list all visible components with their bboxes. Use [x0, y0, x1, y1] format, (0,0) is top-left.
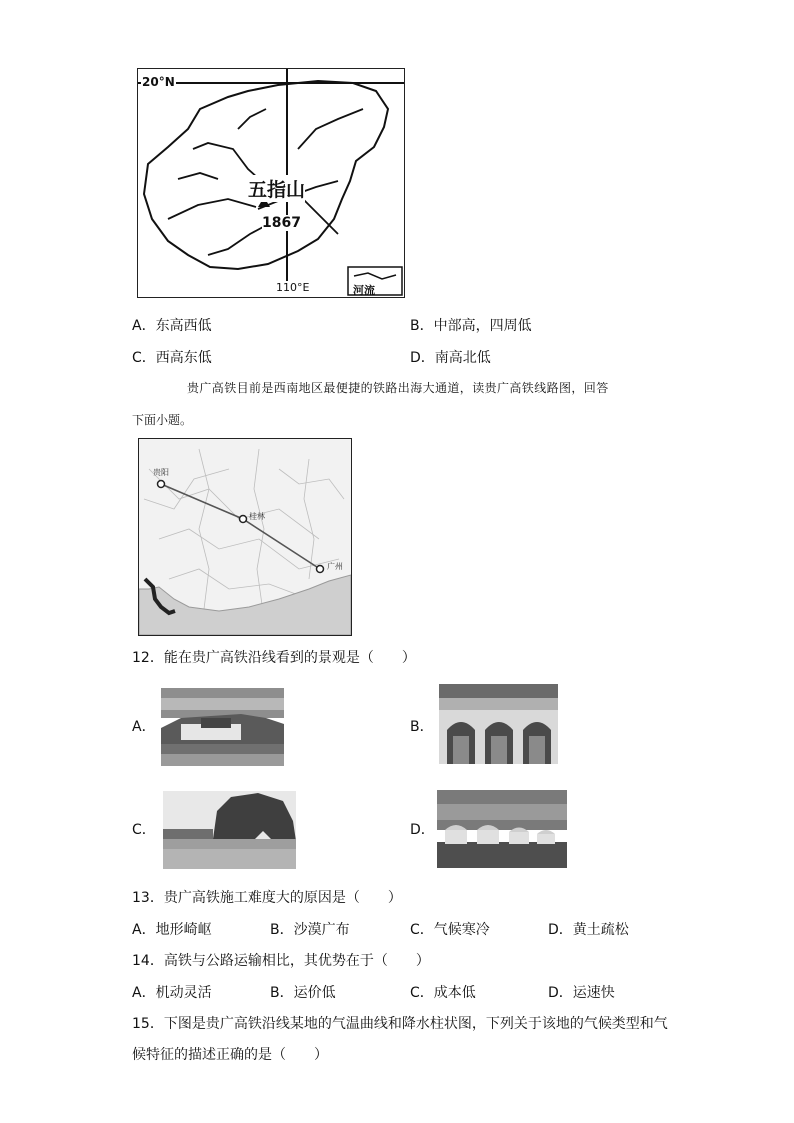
longitude-label: 110°E — [276, 281, 310, 294]
station-guangzhou — [317, 566, 324, 573]
q14-option-c[interactable]: C．成本低 — [410, 985, 476, 1001]
q11-option-b[interactable]: B．中部高，四周低 — [410, 318, 532, 334]
palace-photo — [161, 688, 284, 766]
hainan-map — [137, 68, 405, 298]
q11-option-c[interactable]: C．西高东低 — [132, 350, 212, 366]
cave-dwelling-photo — [439, 684, 558, 764]
q12-stem: 12．能在贵广高铁沿线看到的景观是（ ） — [132, 650, 416, 666]
city-label-guilin: 桂林 — [249, 512, 265, 521]
q13-option-c[interactable]: C．气候寒冷 — [410, 922, 490, 938]
intro-line-1: 贵广高铁目前是西南地区最便捷的铁路出海大通道，读贵广高铁线路图，回答 — [187, 381, 609, 395]
q12-photo-b[interactable] — [439, 684, 558, 764]
station-guiyang — [158, 481, 165, 488]
station-guilin — [240, 516, 247, 523]
q13-option-b[interactable]: B．沙漠广布 — [270, 922, 350, 938]
city-label-guangzhou: 广州 — [327, 562, 343, 571]
q15-stem-line-2: 候特征的描述正确的是（ ） — [132, 1047, 328, 1063]
legend-label: 河流 — [353, 284, 375, 297]
rail-route-drawing — [139, 439, 351, 635]
mountain-name-label: 五指山 — [248, 175, 305, 202]
q12-photo-d[interactable] — [437, 790, 567, 868]
intro-line-2: 下面小题。 — [132, 413, 193, 427]
q12-photo-a[interactable] — [161, 688, 284, 766]
q14-option-a[interactable]: A．机动灵活 — [132, 985, 212, 1001]
q11-option-a[interactable]: A．东高西低 — [132, 318, 212, 334]
q13-option-d[interactable]: D．黄土疏松 — [548, 922, 629, 938]
q15-stem-line-1: 15．下图是贵广高铁沿线某地的气温曲线和降水柱状图，下列关于该地的气候类型和气 — [132, 1016, 668, 1032]
q13-option-a[interactable]: A．地形崎岖 — [132, 922, 212, 938]
q14-stem: 14．高铁与公路运输相比，其优势在于（ ） — [132, 953, 430, 969]
elephant-trunk-hill-photo — [163, 791, 296, 869]
rail-route-map — [138, 438, 352, 636]
q12-option-d-label[interactable]: D． — [410, 822, 435, 838]
city-label-guiyang: 贵阳 — [153, 468, 169, 477]
q12-option-b-label[interactable]: B． — [410, 719, 434, 735]
q14-option-b[interactable]: B．运价低 — [270, 985, 336, 1001]
latitude-label: 20°N — [142, 75, 175, 89]
q13-stem: 13．贵广高铁施工难度大的原因是（ ） — [132, 890, 402, 906]
q12-option-a-label[interactable]: A． — [132, 719, 156, 735]
q12-option-c-label[interactable]: C． — [132, 822, 156, 838]
elevation-label: 1867 — [262, 215, 301, 231]
q14-option-d[interactable]: D．运速快 — [548, 985, 615, 1001]
yurt-photo — [437, 790, 567, 868]
q12-photo-c[interactable] — [163, 791, 296, 869]
q11-option-d[interactable]: D．南高北低 — [410, 350, 491, 366]
